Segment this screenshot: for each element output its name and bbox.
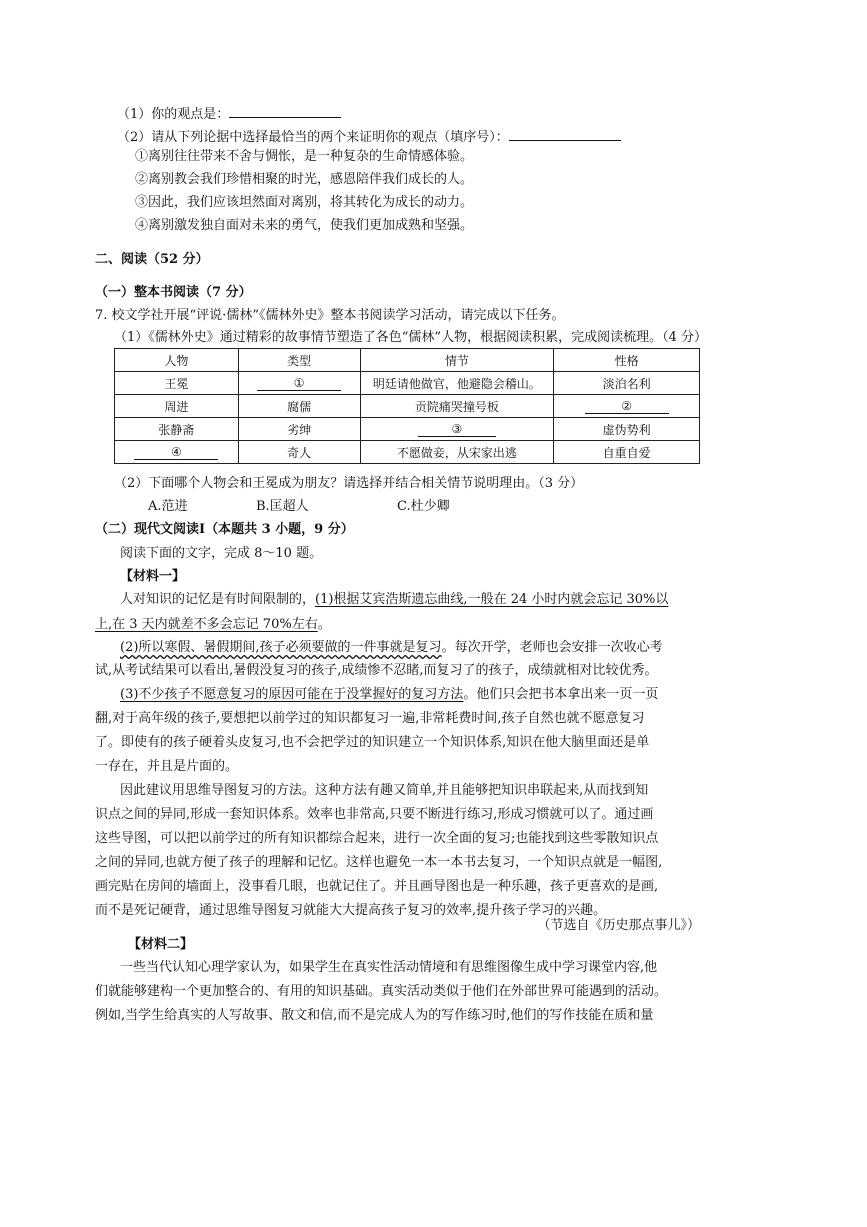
table-cell: 王冕 — [115, 372, 239, 395]
paragraph-line: 画完贴在房间的墙面上，没事看几眼，也就记住了。并且画导图也是一种乐趣，孩子更喜欢的是画, — [95, 879, 659, 894]
table-row — [115, 395, 700, 418]
table-cell: 奇人 — [238, 441, 360, 464]
paragraph-line: 而不是死记硬背，通过思维导图复习就能大大提高孩子复习的效率,提升孩子学习的兴趣。 — [95, 903, 607, 918]
material-label: 【材料一】 — [120, 569, 186, 584]
q7-choices — [148, 499, 450, 515]
table-header: 性格 — [554, 349, 700, 372]
answer-blank[interactable]: ② — [585, 399, 669, 414]
q7-sub1: （1）《儒林外史》通过精彩的故事情节塑造了各色“儒林”人物，根据阅读积累，完成阅读梳理。（4 分） — [114, 330, 707, 345]
table-header-row — [115, 349, 700, 372]
section-title: 二、阅读（52 分） — [95, 252, 209, 267]
table-cell: 腐儒 — [238, 395, 360, 418]
table-cell: 自重自爱 — [554, 441, 700, 464]
q6-option: ①离别往往带来不舍与惆怅，是一种复杂的生命情感体验。 — [135, 149, 474, 164]
paragraph-line — [120, 592, 668, 608]
table-cell[interactable] — [360, 418, 554, 441]
paragraph-line: 之间的异同,也就方便了孩子的理解和记忆。这样也避免一本一本书去复习，一个知识点就是一幅图, — [95, 855, 663, 870]
q6-option: ②离别教会我们珍惜相聚的时光，感恩陪伴我们成长的人。 — [135, 172, 474, 187]
q6-sub2-text: （2）请从下列论据中选择最恰当的两个来证明你的观点（填序号）： — [117, 130, 509, 145]
table-header: 人物 — [115, 349, 239, 372]
table-header: 类型 — [238, 349, 360, 372]
underlined-sentence: (2)所以寒假、暑假期间,孩子必须要做的一件事就是复习 — [120, 640, 442, 655]
paragraph-line: 一存在，并且是片面的。 — [95, 759, 239, 774]
table-cell: 不愿做妾，从宋家出逃 — [360, 441, 554, 464]
table-cell: 劣绅 — [238, 418, 360, 441]
table-cell[interactable] — [554, 395, 700, 418]
choice-c[interactable]: C.杜少卿 — [397, 499, 450, 514]
paragraph-line: 们就能够建构一个更加整合的、有用的知识基础。真实活动类似于他们在外部世界可能遇到的活动。 — [95, 984, 668, 999]
choice-b[interactable]: B.匡超人 — [256, 499, 309, 514]
paragraph-line: 试,从考试结果可以看出,暑假没复习的孩子,成绩惨不忍睹,而复习了的孩子，成绩就相对比较优秀。 — [95, 663, 658, 678]
paragraph-line: 一些当代认知心理学家认为，如果学生在真实性活动情境和有思维图像生成中学习课堂内容,他 — [120, 960, 658, 975]
table-row — [115, 372, 700, 395]
text: 。每次开学，老师也会安排一次收心考 — [441, 640, 663, 655]
q6-option: ④离别激发独自面对未来的勇气，使我们更加成熟和坚强。 — [135, 218, 474, 233]
table-cell: 周进 — [115, 395, 239, 418]
part-title: （一）整本书阅读（7 分） — [95, 285, 252, 300]
answer-blank[interactable] — [229, 104, 341, 118]
q6-option: ③因此，我们应该坦然面对离别，将其转化为成长的动力。 — [135, 195, 474, 210]
paragraph-line: 翻,对于高年级的孩子,要想把以前学过的知识都复习一遍,非常耗费时间,孩子自然也就不愿意复习 — [95, 711, 645, 726]
paragraph-line: 例如,当学生给真实的人写故事、散文和信,而不是完成人为的写作练习时,他们的写作技能在质和量 — [95, 1008, 654, 1023]
q7-stem: 7. 校文学社开展“评说·儒林”《儒林外史》整本书阅读学习活动，请完成以下任务。 — [95, 308, 565, 323]
underlined-sentence: (3)不少孩子不愿意复习的原因可能在于没掌握好的复习方法 — [120, 687, 464, 702]
table-row — [115, 418, 700, 441]
underlined-sentence: (1)根据艾宾浩斯遗忘曲线,一般在 24 小时内就会忘记 30%以 — [315, 592, 669, 607]
q6-sub2 — [117, 127, 621, 146]
source-note: （节选自《历史那点事儿》） — [537, 918, 700, 933]
text: 。他们只会把书本拿出来一页一页 — [463, 687, 659, 702]
paragraph-line — [120, 687, 658, 703]
table-cell: 明廷请他做官，他避隐会稽山。 — [360, 372, 554, 395]
text: 人对知识的记忆是有时间限制的， — [120, 592, 316, 607]
table-row — [115, 441, 700, 464]
answer-blank[interactable]: ① — [257, 376, 341, 391]
answer-blank[interactable]: ③ — [418, 422, 496, 437]
table-header: 情节 — [360, 349, 554, 372]
paragraph-line: 这些导图，可以把以前学过的所有知识都综合起来，进行一次全面的复习;也能找到这些零散知识点 — [95, 831, 659, 846]
choice-a[interactable]: A.范进 — [148, 499, 188, 514]
paragraph-line: 识点之间的异同,形成一套知识体系。效率也非常高,只要不断进行练习,形成习惯就可以了。通过画 — [95, 807, 654, 822]
paragraph-line: 了。即使有的孩子硬着头皮复习,也不会把学过的知识建立一个知识体系,知识在他大脑里面还是单 — [95, 735, 650, 750]
text: 。 — [317, 617, 331, 632]
underlined-sentence: 上,在 3 天内就差不多会忘记 70%左右 — [95, 617, 318, 632]
q6-sub1-text: （1）你的观点是： — [117, 107, 230, 122]
reading-table — [114, 348, 700, 464]
answer-blank[interactable] — [509, 127, 621, 141]
table-cell: 贡院痛哭撞号板 — [360, 395, 554, 418]
material-label: 【材料二】 — [128, 937, 194, 952]
table-cell: 淡泊名利 — [554, 372, 700, 395]
q6-sub1 — [117, 104, 341, 123]
paragraph-line — [120, 640, 663, 656]
table-cell[interactable] — [238, 372, 360, 395]
table-cell: 张静斋 — [115, 418, 239, 441]
paragraph-line: 因此建议用思维导图复习的方法。这种方法有趣又简单,并且能够把知识串联起来,从而找到知 — [120, 783, 649, 798]
instruction: 阅读下面的文字，完成 8～10 题。 — [120, 546, 323, 561]
q7-sub2: （2）下面哪个人物会和王冕成为朋友？请选择并结合相关情节说明理由。（3 分） — [114, 476, 584, 491]
table-cell[interactable] — [115, 441, 239, 464]
answer-blank[interactable]: ④ — [134, 445, 218, 460]
part-title: （二）现代文阅读Ⅰ（本题共 3 小题，9 分） — [95, 522, 354, 537]
paragraph-line — [95, 617, 331, 633]
table-cell: 虚伪势利 — [554, 418, 700, 441]
